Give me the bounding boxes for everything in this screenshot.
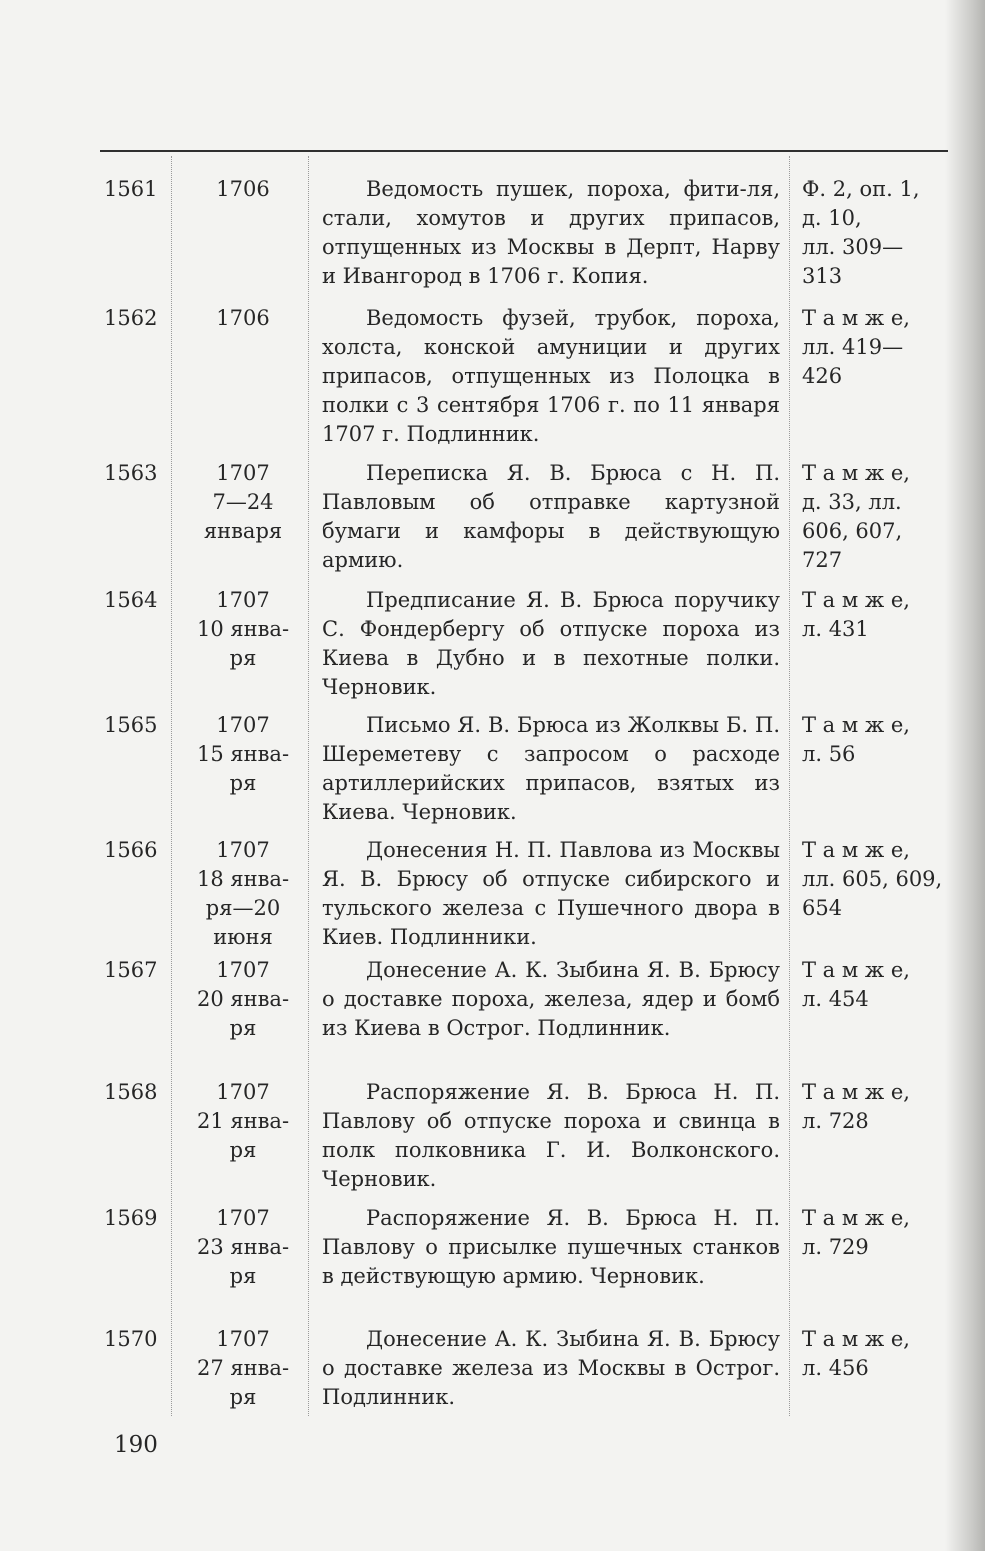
entry-number: 1563 [104, 461, 158, 485]
entry-description: Ведомость пушек, пороха, фити-ля, стали, хомутов и других припасов, отпущенных из Москвы в Дерпт, Нарву и Ивангород в 1706 г. Копия. [322, 177, 780, 288]
entry-number: 1566 [104, 838, 158, 862]
entry-reference: Т а м ж е, л. 729 [802, 1206, 910, 1259]
entry-reference: Т а м ж е, лл. 605, 609, 654 [802, 838, 943, 920]
entry-date: 1707 18 янва- ря—20 июня [196, 838, 290, 949]
entry-number: 1570 [104, 1327, 158, 1351]
entry-date: 1707 10 янва- ря [196, 588, 290, 670]
entry-date: 1707 15 янва- ря [196, 713, 290, 795]
entry-date: 1707 20 янва- ря [196, 958, 290, 1040]
entry-description: Ведомость фузей, трубок, пороха, холста, конской амуниции и других припасов, отпущенных из Полоцка в полки с 3 сентября 1706 г. по 11 января 1707 г. Подлинник. [322, 306, 780, 446]
entry-reference: Т а м ж е, лл. 419— 426 [802, 306, 910, 388]
entry-date: 1707 27 янва- ря [196, 1327, 290, 1409]
entry-number: 1569 [104, 1206, 158, 1230]
entry-date: 1707 7—24 января [203, 461, 283, 543]
entry-reference: Ф. 2, оп. 1, д. 10, лл. 309— 313 [802, 177, 920, 288]
entry-description: Предписание Я. В. Брюса поручику С. Фондербергу об отпуске пороха из Киева в Дубно и в пехотные полки. Черновик. [322, 588, 780, 699]
entry-description: Переписка Я. В. Брюса с Н. П. Павловым об отправке картузной бумаги и камфоры в действующую армию. [322, 461, 780, 572]
entry-number: 1568 [104, 1080, 158, 1104]
entry-number: 1567 [104, 958, 158, 982]
entry-description: Распоряжение Я. В. Брюса Н. П. Павлову об отпуске пороха и свинца в полк полковника Г. И. Волконского. Черновик. [322, 1080, 780, 1191]
entry-date: 1706 [216, 306, 270, 330]
column-divider [308, 156, 309, 1416]
entry-reference: Т а м ж е, л. 454 [802, 958, 910, 1011]
entry-number: 1562 [104, 306, 158, 330]
entry-description: Донесение А. К. Зыбина Я. В. Брюсу о доставке пороха, железа, ядер и бомб из Киева в Острог. Подлинник. [322, 958, 780, 1040]
entry-date: 1707 23 янва- ря [196, 1206, 290, 1288]
entry-reference: Т а м ж е, л. 456 [802, 1327, 910, 1380]
entry-date: 1707 21 янва- ря [196, 1080, 290, 1162]
entry-description: Донесения Н. П. Павлова из Москвы Я. В. Брюсу об отпуске сибирского и тульского железа с Пушечного двора в Киев. Подлинники. [322, 838, 780, 949]
entry-reference: Т а м ж е, д. 33, лл. 606, 607, 727 [802, 461, 910, 572]
entry-description: Письмо Я. В. Брюса из Жолквы Б. П. Шереметеву с запросом о расходе артиллерийских припасов, взятых из Киева. Черновик. [322, 713, 780, 824]
entry-number: 1561 [104, 177, 158, 201]
entry-date: 1706 [216, 177, 270, 201]
entry-number: 1565 [104, 713, 158, 737]
entry-description: Распоряжение Я. В. Брюса Н. П. Павлову о присылке пушечных станков в действующую армию. Черновик. [322, 1206, 780, 1288]
column-divider [789, 156, 790, 1416]
table-top-rule [100, 150, 948, 152]
entry-number: 1564 [104, 588, 158, 612]
entry-reference: Т а м ж е, л. 56 [802, 713, 910, 766]
entry-description: Донесение А. К. Зыбина Я. В. Брюсу о доставке железа из Москвы в Острог. Подлинник. [322, 1327, 780, 1409]
entry-reference: Т а м ж е, л. 431 [802, 588, 910, 641]
column-divider [171, 156, 172, 1416]
entry-reference: Т а м ж е, л. 728 [802, 1080, 910, 1133]
page-number: 190 [114, 1432, 158, 1458]
